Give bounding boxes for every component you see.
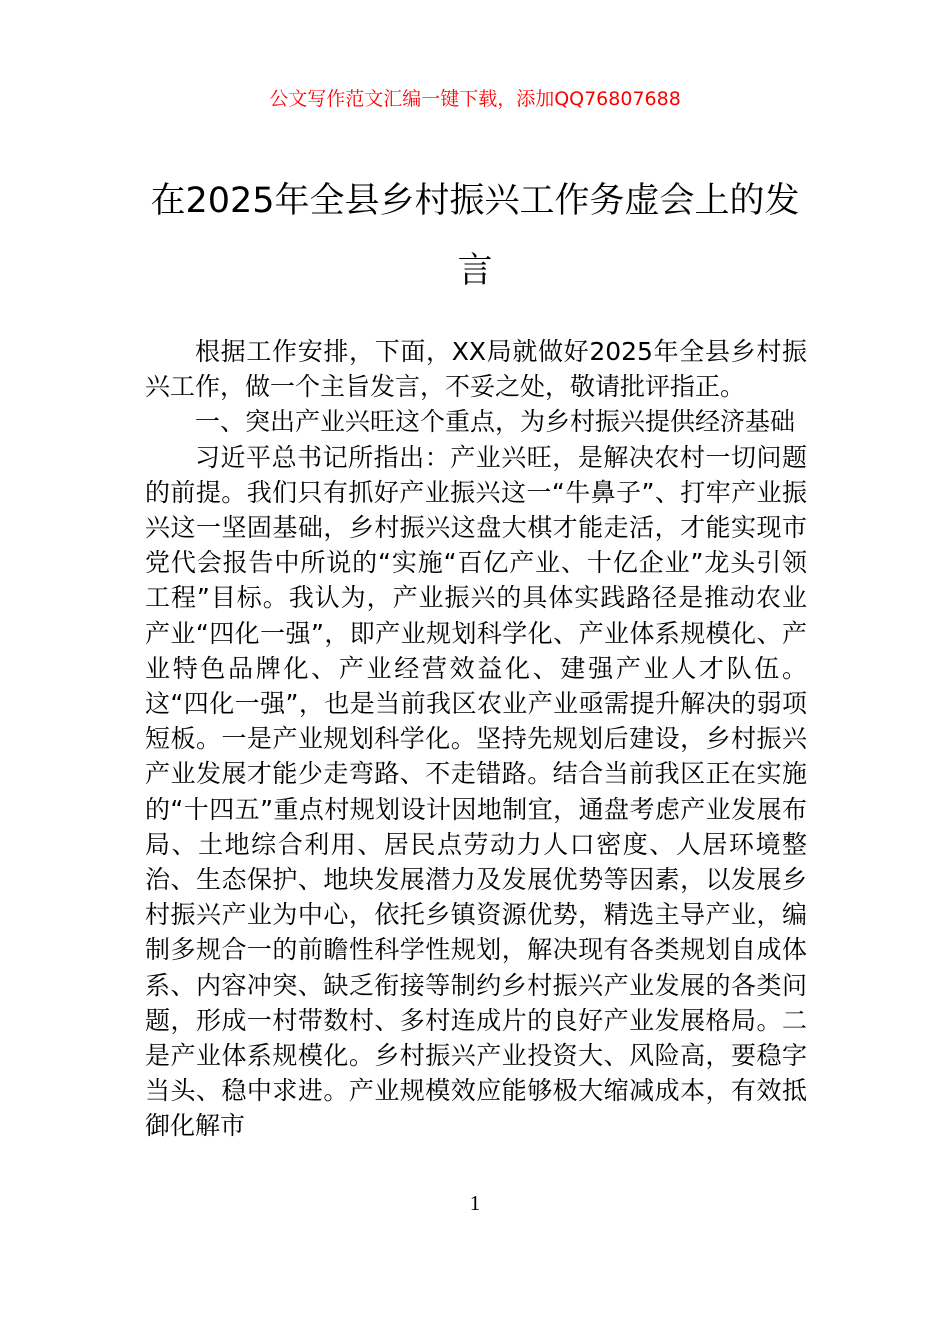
paragraph-intro: 根据工作安排，下面，XX局就做好2025年全县乡村振兴工作，做一个主旨发言，不妥之处，敬请批评指正。 bbox=[145, 337, 807, 402]
section-heading-1: 一、突出产业兴旺这个重点，为乡村振兴提供经济基础 bbox=[195, 407, 796, 437]
header-promo-note: 公文写作范文汇编一键下载，添加QQ76807688 bbox=[269, 88, 681, 110]
document-body bbox=[145, 334, 807, 1144]
page-number: 1 bbox=[469, 1191, 481, 1215]
paragraph-section-1: 习近平总书记所指出：产业兴旺，是解决农村一切问题的前提。我们只有抓好产业振兴这一“牛鼻子”、打牢产业振兴这一坚固基础，乡村振兴这盘大棋才能走活，才能实现市党代会报告中所说的“实施“百亿产业、十亿企业”龙头引领工程”目标。我认为，产业振兴的具体实践路径是推动农业产业“四化一强”，即产业规划科学化、产业体系规模化、产业特色品牌化、产业经营效益化、建强产业人才队伍。这“四化一强”，也是当前我区农业产业亟需提升解决的弱项短板。一是产业规划科学化。坚持先规划后建设，乡村振兴产业发展才能少走弯路、不走错路。结合当前我区正在实施的“十四五”重点村规划设计因地制宜，通盘考虑产业发展布局、土地综合利用、居民点劳动力人口密度、人居环境整治、生态保护、地块发展潜力及发展优势等因素，以发展乡村振兴产业为中心，依托乡镇资源优势，精选主导产业，编制多规合一的前瞻性科学性规划，解决现有各类规划自成体系、内容冲突、缺乏衔接等制约乡村振兴产业发展的各类问题，形成一村带数村、多村连成片的良好产业发展格局。二是产业体系规模化。乡村振兴产业投资大、风险高，要稳字当头、稳中求进。产业规模效应能够极大缩减成本，有效抵御化解市 bbox=[145, 442, 807, 1141]
document-title: 在2025年全县乡村振兴工作务虚会上的发言 bbox=[150, 181, 800, 291]
